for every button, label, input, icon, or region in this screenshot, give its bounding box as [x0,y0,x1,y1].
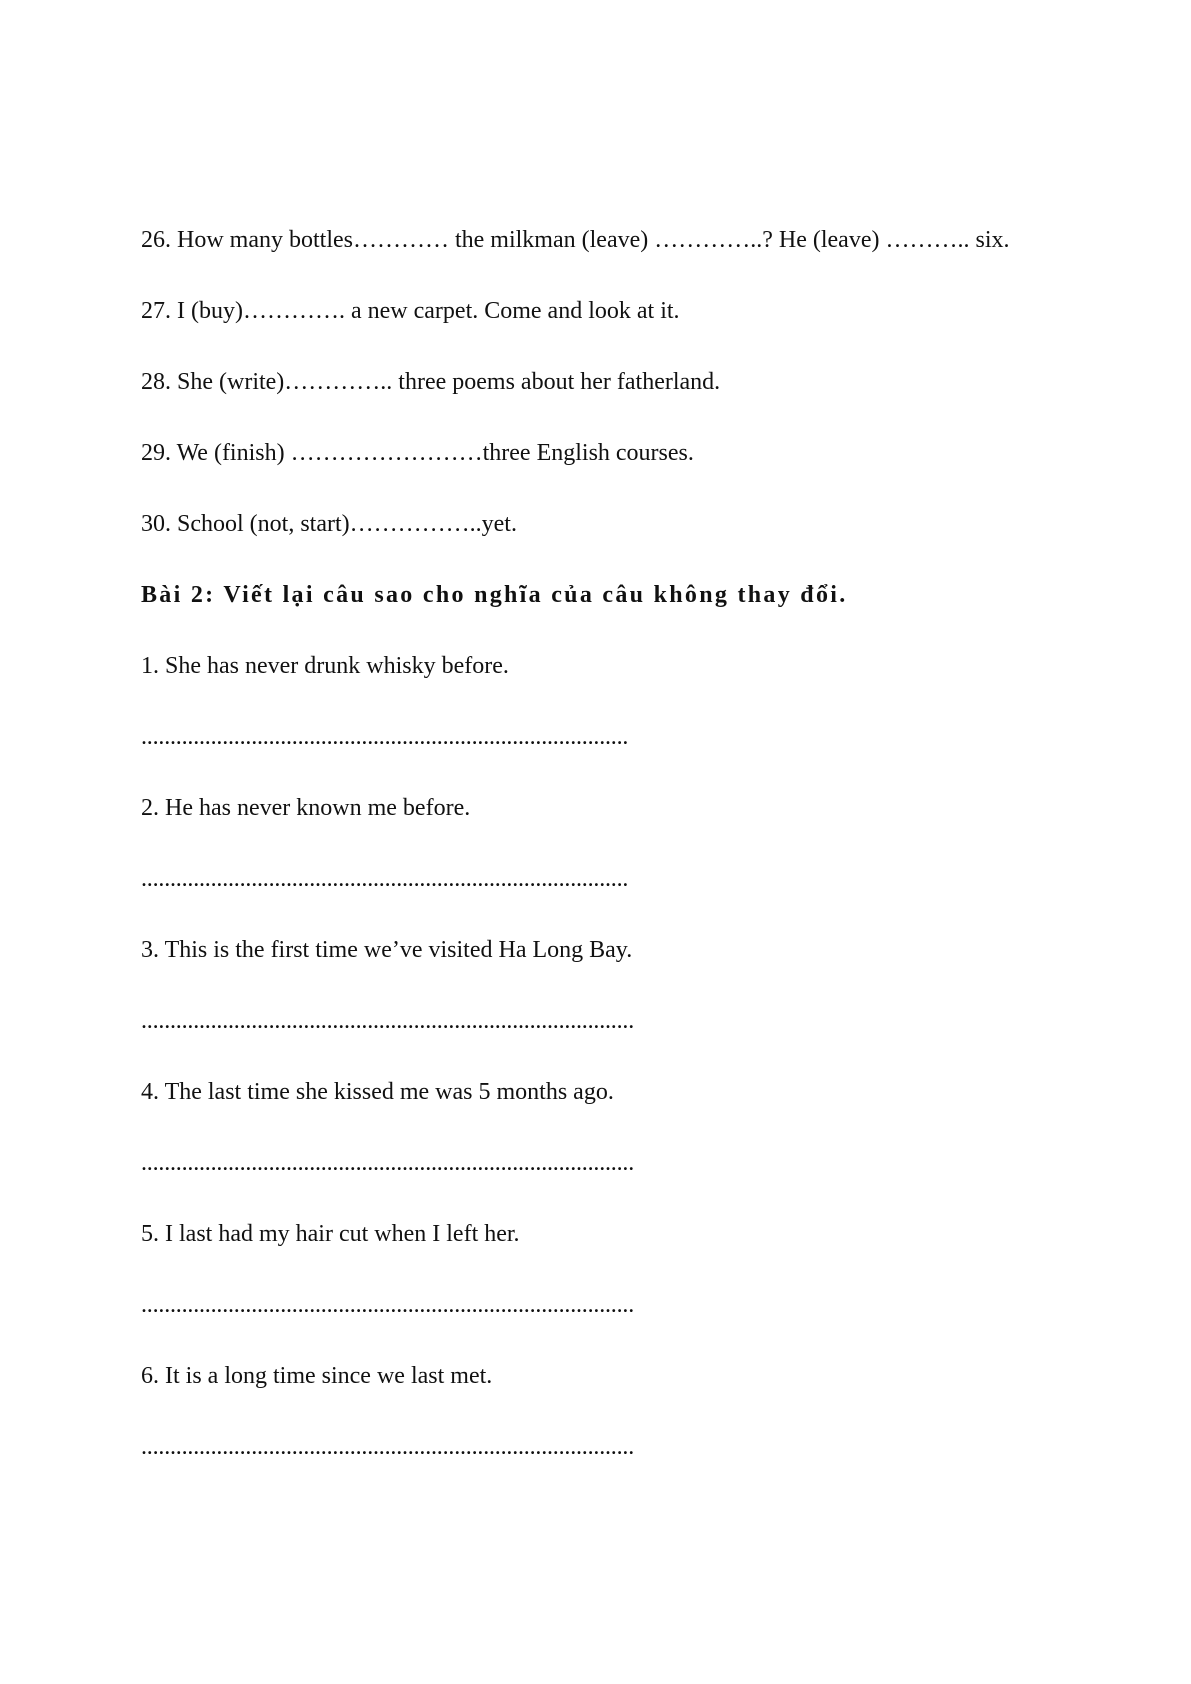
answer-line-4: ..................................................................................... [141,1150,635,1176]
answer-line-2: .................................................................................... [141,866,629,892]
exercise-item-30: 30. School (not, start)……………..yet. [141,511,517,537]
answer-line-5: ..................................................................................... [141,1292,635,1318]
rewrite-prompt-6: 6. It is a long time since we last met. [141,1363,493,1389]
exercise-item-29: 29. We (finish) ……………………three English courses. [141,440,694,466]
answer-line-6: ..................................................................................... [141,1434,635,1460]
exercise-item-26: 26. How many bottles………… the milkman (leave) …………..? He (leave) ……….. six. [141,227,1010,253]
rewrite-prompt-5: 5. I last had my hair cut when I left her. [141,1221,520,1247]
exercise2-heading: Bài 2: Viết lại câu sao cho nghĩa của câu không thay đổi. [141,582,848,608]
rewrite-prompt-2: 2. He has never known me before. [141,795,471,821]
exercise-item-28: 28. She (write)………….. three poems about her fatherland. [141,369,721,395]
answer-line-3: ..................................................................................... [141,1008,635,1034]
exercise-item-27: 27. I (buy)…………. a new carpet. Come and look at it. [141,298,680,324]
rewrite-prompt-4: 4. The last time she kissed me was 5 months ago. [141,1079,614,1105]
rewrite-prompt-3: 3. This is the first time we’ve visited Ha Long Bay. [141,937,633,963]
rewrite-prompt-1: 1. She has never drunk whisky before. [141,653,509,679]
answer-line-1: .................................................................................... [141,724,629,750]
